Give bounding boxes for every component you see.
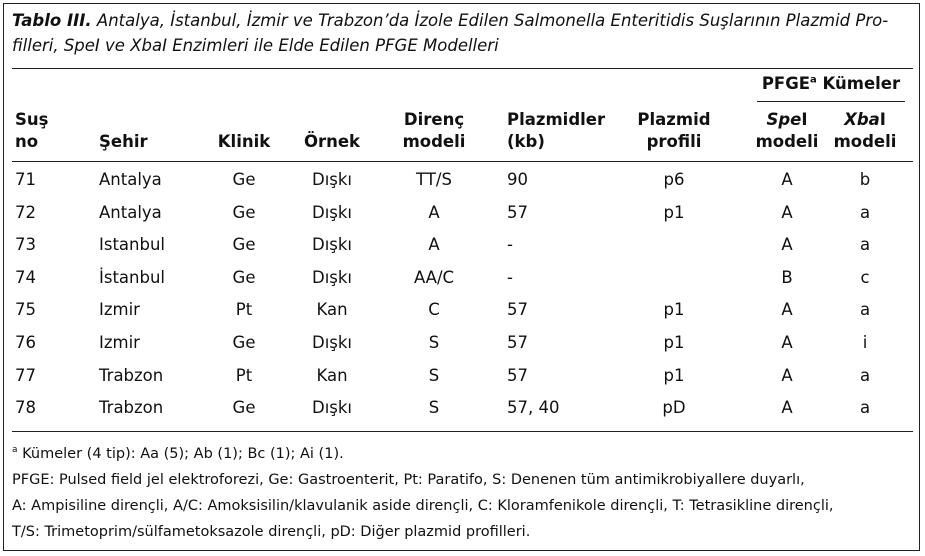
cell-ornek: Dışkı bbox=[311, 235, 353, 255]
cell-ornek: Dışkı bbox=[311, 267, 353, 287]
header-spei-modeli: SpeI modeli bbox=[755, 110, 819, 151]
cell-plazmid: 90 bbox=[507, 170, 528, 189]
table-caption bbox=[12, 8, 912, 58]
top-rule bbox=[12, 68, 913, 69]
cell-spe: A bbox=[781, 398, 793, 418]
footnote-abbrev-1: PFGE: Pulsed field jel elektroforezi, Ge: Gastroenterit, Pt: Paratifo, S: Denenen tüm antimikrobiyallere duyarlı, bbox=[12, 471, 805, 488]
cell-sehir: Trabzon bbox=[99, 365, 164, 385]
table-row bbox=[0, 197, 925, 229]
cell-sehir: Antalya bbox=[99, 202, 162, 222]
cell-no: 73 bbox=[15, 235, 36, 255]
cell-no: 72 bbox=[15, 202, 36, 222]
caption-text-2: filleri, SpeI ve XbaI Enzimleri ile Elde Edilen PFGE Modelleri bbox=[12, 36, 499, 55]
cell-spe: A bbox=[781, 333, 793, 352]
cell-klinik: Ge bbox=[232, 202, 256, 222]
footnote-abbrev-2: A: Ampisiline dirençli, A/C: Amoksisilin/klavulanik aside dirençli, C: Kloramfenikole dirençli, T: Tetrasikline dirençli, bbox=[12, 497, 834, 514]
pfge-group-header: PFGE$^a$ Kümeler bbox=[761, 74, 901, 93]
cell-klinik: Ge bbox=[232, 333, 256, 352]
cell-xba: b bbox=[859, 170, 871, 189]
cell-spe: A bbox=[781, 202, 793, 222]
header-sehir: Şehir bbox=[99, 132, 148, 151]
cell-spe: A bbox=[781, 300, 793, 320]
cell-direnc: A bbox=[428, 235, 440, 255]
cell-ornek: Dışkı bbox=[311, 202, 353, 222]
cell-profil: p1 bbox=[663, 202, 685, 222]
header-sus-no: Suş no bbox=[15, 110, 49, 151]
cell-plazmid: 57 bbox=[507, 365, 528, 385]
cell-klinik: Ge bbox=[232, 267, 256, 287]
cell-klinik: Pt bbox=[235, 365, 253, 385]
header-xbai-modeli: XbaI modeli bbox=[833, 110, 897, 151]
cell-ornek: Dışkı bbox=[311, 333, 353, 352]
cell-spe: B bbox=[781, 267, 793, 287]
cell-profil: p1 bbox=[663, 365, 685, 385]
cell-profil: pD bbox=[662, 398, 686, 418]
cell-klinik: Pt bbox=[235, 300, 253, 320]
cell-sehir: Istanbul bbox=[99, 235, 166, 255]
table-row bbox=[0, 360, 925, 392]
cell-no: 78 bbox=[15, 398, 36, 418]
cell-klinik: Ge bbox=[232, 170, 256, 189]
cell-profil: p1 bbox=[663, 300, 685, 320]
cell-direnc: S bbox=[428, 333, 440, 352]
table-row bbox=[0, 262, 925, 294]
header-plazmidler: Plazmidler (kb) bbox=[507, 110, 606, 151]
cell-sehir: Trabzon bbox=[99, 398, 164, 418]
cell-profil: p6 bbox=[663, 170, 685, 189]
cell-direnc: AA/C bbox=[413, 267, 455, 287]
table-row bbox=[0, 392, 925, 424]
table-row bbox=[0, 229, 925, 261]
header-direnc: Direnç modeli bbox=[402, 110, 466, 151]
cell-klinik: Ge bbox=[232, 398, 256, 418]
caption-label: Tablo III. bbox=[12, 11, 92, 30]
cell-direnc: C bbox=[428, 300, 440, 320]
cell-ornek: Kan bbox=[316, 365, 348, 385]
table-row bbox=[0, 164, 925, 196]
cell-no: 71 bbox=[15, 170, 36, 189]
cell-ornek: Kan bbox=[316, 300, 348, 320]
header-klinik: Klinik bbox=[217, 132, 271, 151]
cell-ornek: Dışkı bbox=[311, 398, 353, 418]
cell-klinik: Ge bbox=[232, 235, 256, 255]
cell-spe: A bbox=[781, 365, 793, 385]
cell-sehir: Izmir bbox=[99, 333, 140, 352]
bottom-rule bbox=[12, 431, 913, 432]
cell-plazmid: 57 bbox=[507, 300, 528, 320]
cell-xba: a bbox=[859, 398, 871, 418]
cell-xba: a bbox=[859, 300, 871, 320]
cell-spe: A bbox=[781, 170, 793, 189]
cell-plazmid: - bbox=[507, 267, 513, 287]
cell-xba: a bbox=[859, 365, 871, 385]
cell-no: 75 bbox=[15, 300, 36, 320]
cell-plazmid: - bbox=[507, 235, 513, 255]
cell-xba: i bbox=[862, 333, 868, 352]
header-plazmid-profili: Plazmid profili bbox=[637, 110, 711, 151]
cell-profil: p1 bbox=[663, 333, 685, 352]
cell-plazmid: 57 bbox=[507, 202, 528, 222]
header-rule bbox=[12, 161, 913, 162]
footnote-a: $^a$ Kümeler (4 tip): Aa (5); Ab (1); Bc (1); Ai (1). bbox=[12, 445, 344, 462]
cell-spe: A bbox=[781, 235, 793, 255]
cell-sehir: Izmir bbox=[99, 300, 140, 320]
cell-sehir: İstanbul bbox=[99, 267, 166, 287]
cell-no: 76 bbox=[15, 333, 36, 352]
table-footnotes bbox=[12, 437, 917, 545]
cell-sehir: Antalya bbox=[99, 170, 162, 189]
footnote-abbrev-3: T/S: Trimetoprim/sülfametoksazole dirençli, pD: Diğer plazmid profilleri. bbox=[12, 523, 531, 540]
cell-plazmid: 57 bbox=[507, 333, 528, 352]
cell-no: 74 bbox=[15, 267, 36, 287]
table-row bbox=[0, 327, 925, 359]
cell-xba: c bbox=[860, 267, 870, 287]
cell-xba: a bbox=[859, 235, 871, 255]
cell-direnc: A bbox=[428, 202, 440, 222]
cell-direnc: S bbox=[428, 398, 440, 418]
cell-ornek: Dışkı bbox=[311, 170, 353, 189]
cell-xba: a bbox=[859, 202, 871, 222]
table-row bbox=[0, 294, 925, 326]
caption-text-1: Antalya, İstanbul, İzmir ve Trabzon’da İzole Edilen Salmonella Enteritidis Suşlarının Plazmid Pro- bbox=[96, 11, 889, 30]
pfge-group-rule bbox=[757, 101, 905, 102]
cell-plazmid: 57, 40 bbox=[507, 398, 560, 418]
cell-direnc: TT/S bbox=[416, 170, 452, 189]
header-ornek: Örnek bbox=[303, 132, 361, 151]
cell-no: 77 bbox=[15, 365, 36, 385]
cell-direnc: S bbox=[428, 365, 440, 385]
